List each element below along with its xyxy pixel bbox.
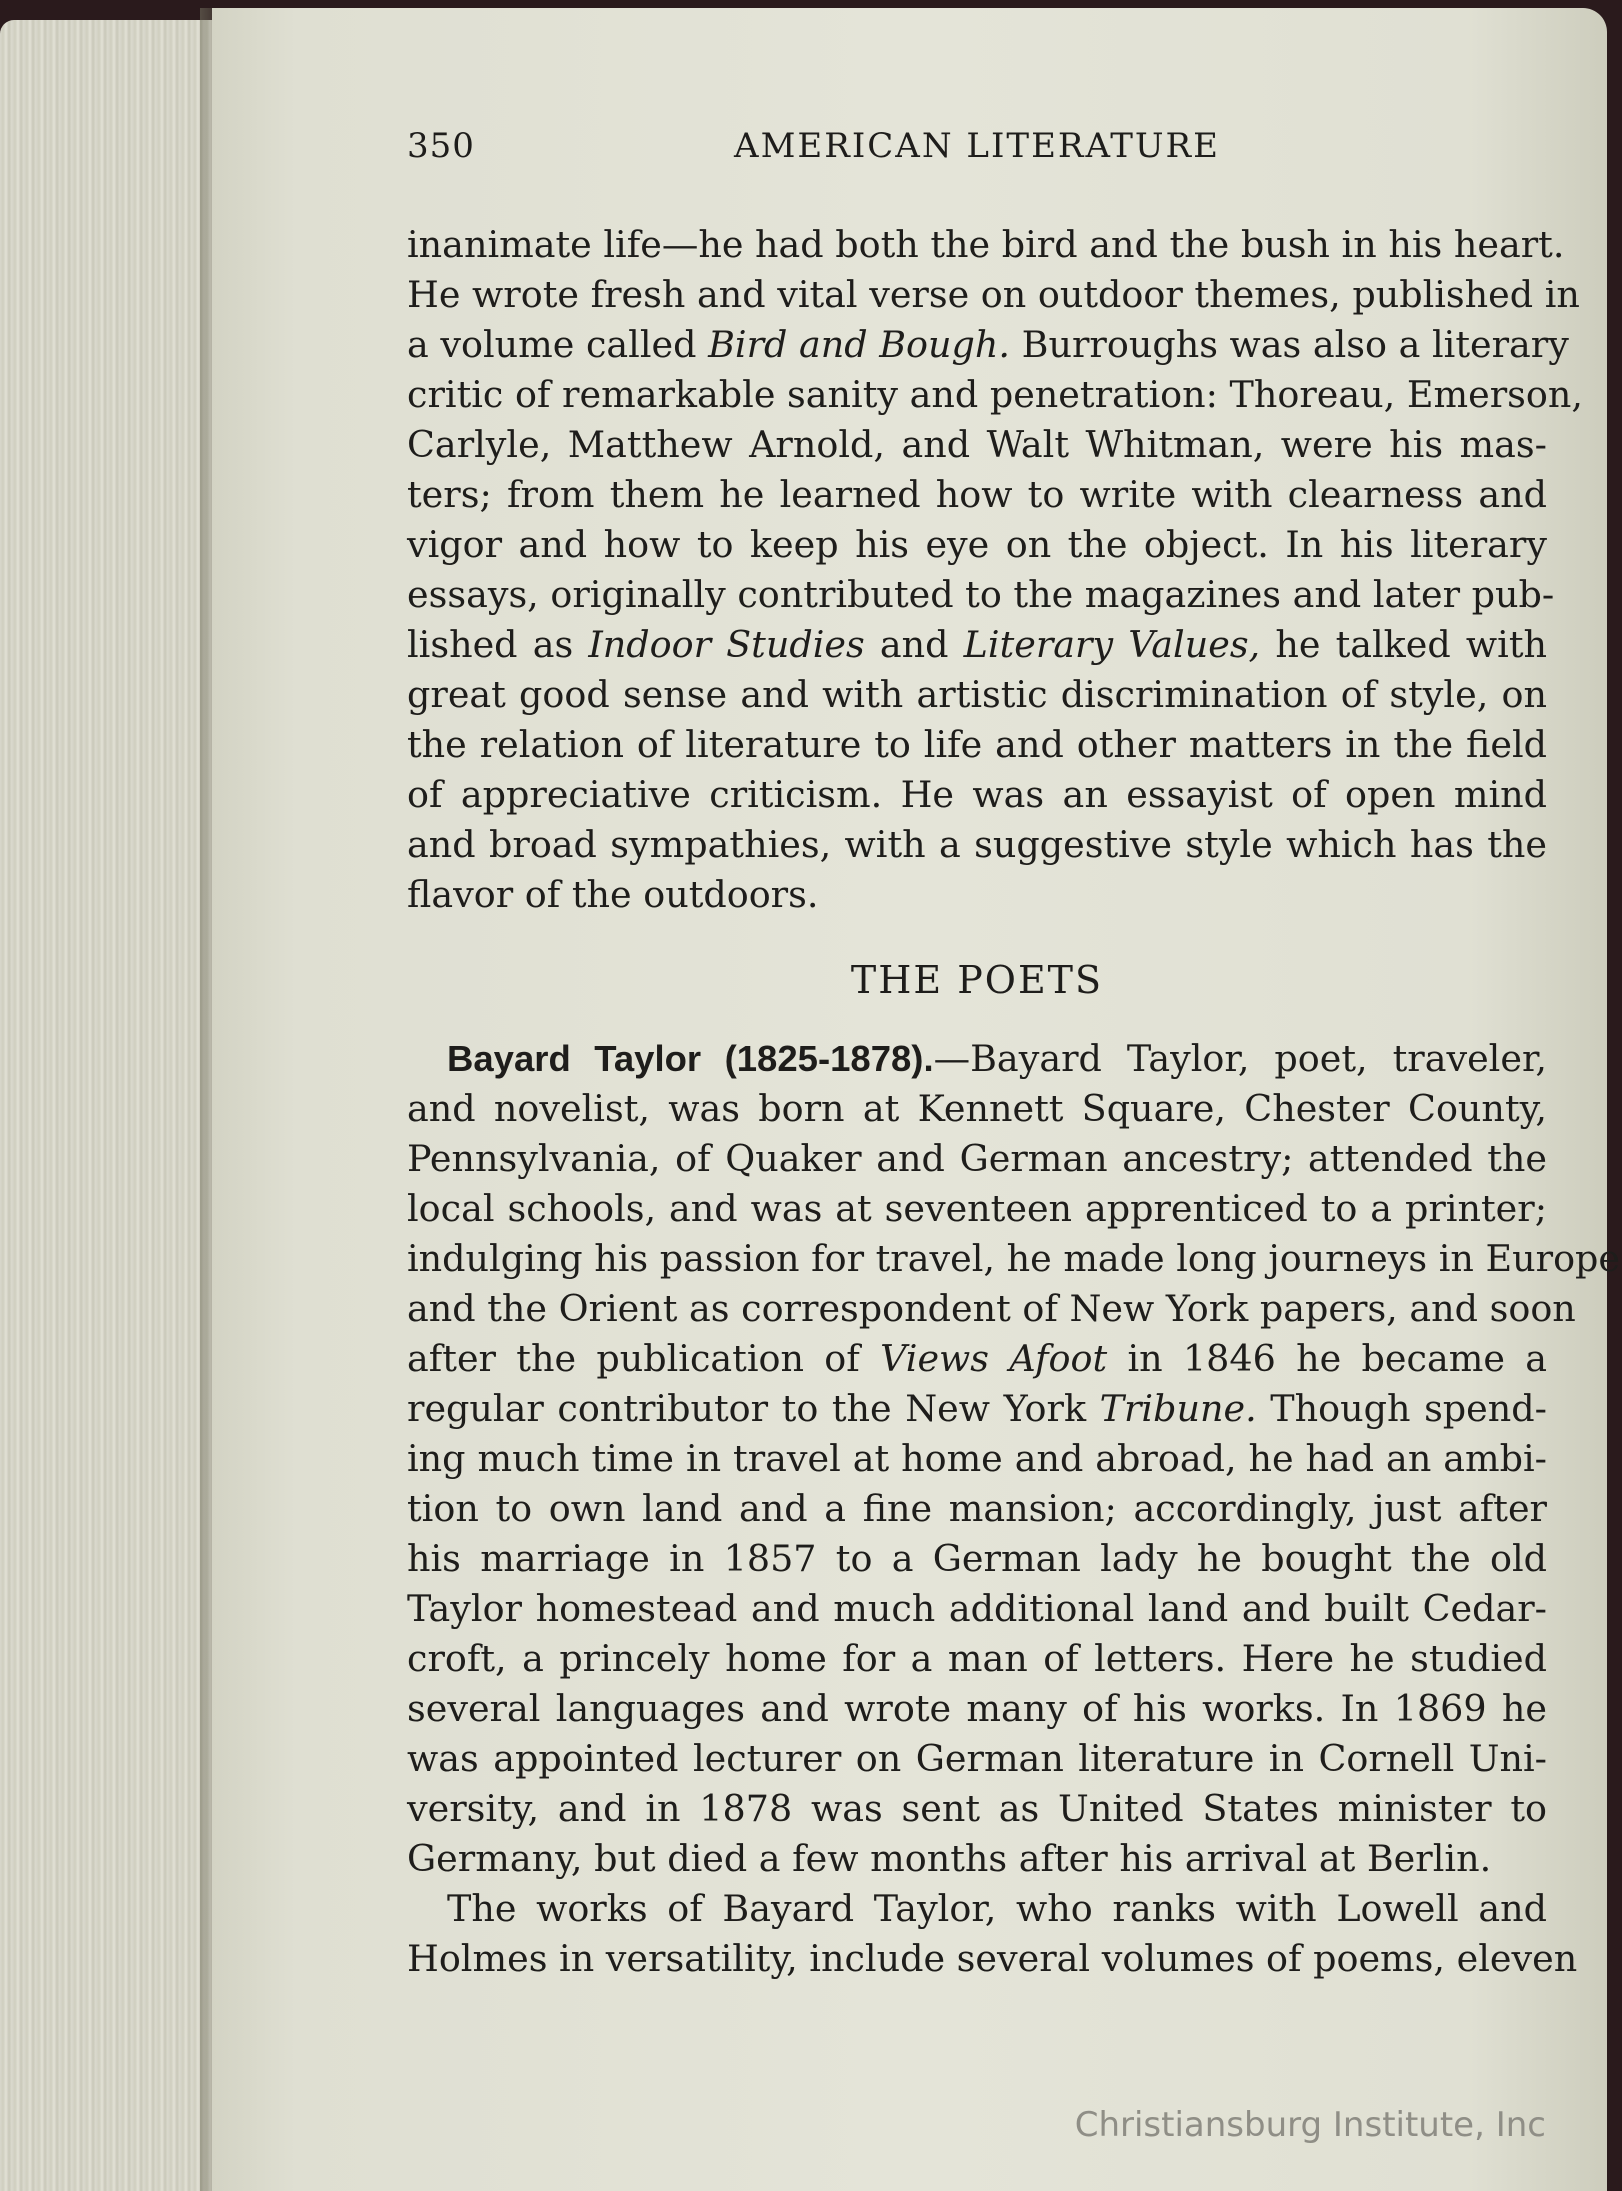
- newspaper-title-italic: Tribune.: [1099, 1387, 1257, 1430]
- text-line: ing much time in travel at home and abroad, he had an ambi-: [407, 1437, 1547, 1480]
- page-content: [407, 126, 1621, 1984]
- text-line: Holmes in versatility, include several volumes of poems, eleven: [407, 1937, 1578, 1980]
- entry-name-bold: Bayard Taylor: [447, 1038, 702, 1079]
- text-line: Pennsylvania, of Quaker and German ancestry; attended the: [407, 1137, 1547, 1180]
- text-line: inanimate life—he had both the bird and the bush in his heart.: [407, 223, 1565, 266]
- text-line: critic of remarkable sanity and penetration: Thoreau, Emerson,: [407, 373, 1583, 416]
- entry-dates-bold: (1825-1878).: [701, 1038, 934, 1079]
- text-line: indulging his passion for travel, he made long journeys in Europe: [407, 1237, 1621, 1280]
- text-line: The works of Bayard Taylor, who ranks with Lowell and: [447, 1887, 1547, 1930]
- paragraph-burroughs: [407, 220, 1583, 920]
- text-line: Taylor homestead and much additional land and built Cedar-: [407, 1587, 1547, 1630]
- text-line: a volume called Bird and Bough. Burroughs was also a literary: [407, 323, 1569, 366]
- text-line: ters; from them he learned how to write with clearness and: [407, 473, 1547, 516]
- text-line: his marriage in 1857 to a German lady he bought the old: [407, 1537, 1547, 1580]
- text-line: Carlyle, Matthew Arnold, and Walt Whitman, were his mas-: [407, 423, 1547, 466]
- text-line: great good sense and with artistic discrimination of style, on: [407, 673, 1547, 716]
- text-line: lished as Indoor Studies and Literary Values, he talked with: [407, 623, 1547, 666]
- text-line: flavor of the outdoors.: [407, 873, 819, 916]
- text-line: and the Orient as correspondent of New York papers, and soon: [407, 1287, 1576, 1330]
- book-title-italic: Views Afoot: [880, 1337, 1108, 1380]
- book-page: [212, 8, 1621, 2191]
- book-title-italic: Literary Values,: [963, 623, 1261, 666]
- page-header: [407, 126, 1547, 186]
- text-line: He wrote fresh and vital verse on outdoor themes, published in: [407, 273, 1580, 316]
- paragraph-bayard-taylor: [407, 1034, 1621, 1884]
- text-line: vigor and how to keep his eye on the object. In his literary: [407, 523, 1547, 566]
- text-line: croft, a princely home for a man of letters. Here he studied: [407, 1637, 1547, 1680]
- text-line: and broad sympathies, with a suggestive style which has the: [407, 823, 1547, 866]
- text-line: local schools, and was at seventeen apprenticed to a printer;: [407, 1187, 1547, 1230]
- text-line: was appointed lecturer on German literature in Cornell Uni-: [407, 1737, 1547, 1780]
- text-line: essays, originally contributed to the magazines and later pub-: [407, 573, 1555, 616]
- running-title: AMERICAN LITERATURE: [734, 126, 1220, 166]
- watermark-text: Christiansburg Institute, Inc: [1074, 2105, 1546, 2145]
- text-line: several languages and wrote many of his works. In 1869 he: [407, 1687, 1547, 1730]
- text-line: after the publication of Views Afoot in 1846 he became a: [407, 1337, 1547, 1380]
- text-line: tion to own land and a fine mansion; accordingly, just after: [407, 1487, 1547, 1530]
- text-line: and novelist, was born at Kennett Square, Chester County,: [407, 1087, 1547, 1130]
- text-line: Germany, but died a few months after his arrival at Berlin.: [407, 1837, 1492, 1880]
- page-number: 350: [407, 126, 475, 166]
- section-heading: THE POETS: [850, 958, 1104, 1002]
- book-page-edges: [0, 20, 215, 2191]
- book-title-italic: Indoor Studies: [588, 623, 865, 666]
- text-line: Bayard Taylor (1825-1878).—Bayard Taylor, poet, traveler,: [447, 1037, 1547, 1080]
- text-line: regular contributor to the New York Tribune. Though spend-: [407, 1387, 1547, 1430]
- book-title-italic: Bird and Bough.: [708, 323, 1011, 366]
- text-line: versity, and in 1878 was sent as United States minister to: [407, 1787, 1547, 1830]
- paragraph-taylor-works: [407, 1884, 1578, 1984]
- text-line: the relation of literature to life and other matters in the field: [407, 723, 1547, 766]
- text-line: of appreciative criticism. He was an essayist of open mind: [407, 773, 1547, 816]
